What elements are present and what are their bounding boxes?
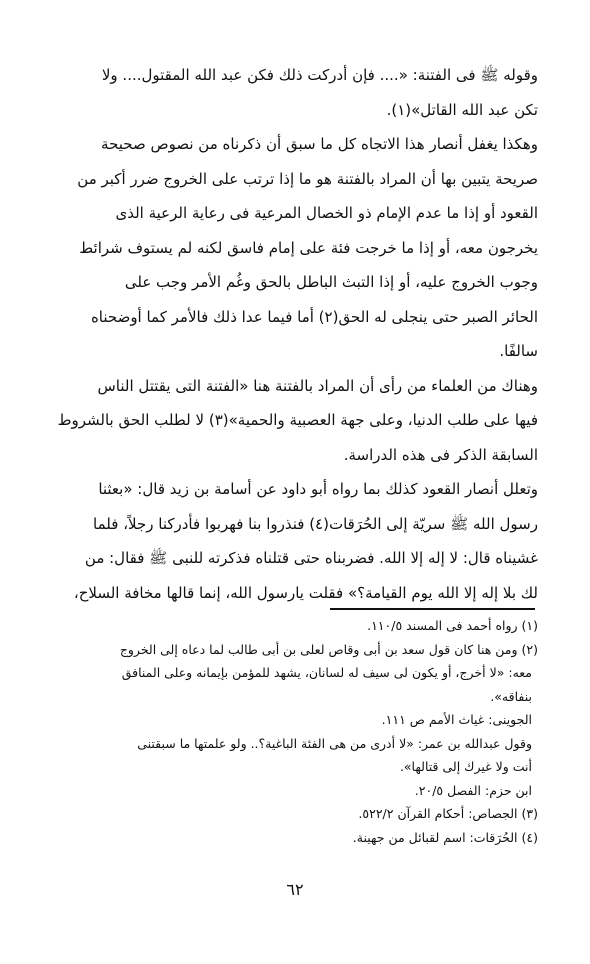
footnote-line: معه: «لا أخرج، أو يكون لى سيف له لسانان، يشهد للمؤمن بإيمانه وعلى المنافق bbox=[121, 665, 532, 680]
footnote-line: (١) رواه أحمد فى المسند ١١٠/٥. bbox=[367, 618, 538, 633]
footnote-line: وقول عبدالله بن عمر: «لا أدرى من هى الفئة الباغية؟.. ولو علمتها ما سبقتنى bbox=[137, 735, 532, 751]
footnote-line: (٤) الحُرَقات: اسم لقبائل من جهينة. bbox=[352, 829, 538, 845]
footnote-line: (٣) الجصاص: أحكام القرآن ٥٢٢/٢. bbox=[358, 806, 538, 821]
text-line: تكن عبد الله القاتل»(١). bbox=[386, 100, 538, 119]
text-line: يخرجون معه، أو إذا ما خرجت فئة على إمام فاسق لكنه لم يستوف شرائط bbox=[79, 238, 538, 257]
text-line: لك بلا إله إلا الله يوم القيامة؟» فقلت يارسول الله، إنما قالها مخافة السلاح، bbox=[73, 583, 538, 602]
text-line: وتعلل أنصار القعود كذلك بما رواه أبو داود عن أسامة بن زيد قال: «بعثنا bbox=[98, 480, 538, 498]
main-text bbox=[52, 58, 538, 610]
text-line: السابقة الذكر فى هذه الدراسة. bbox=[343, 445, 538, 464]
text-line: وجوب الخروج عليه، أو إذا التبث الباطل بالحق وغُم الأمر وجب على bbox=[124, 273, 538, 291]
footnote-line: ابن حزم: الفصل ٢٠/٥. bbox=[414, 782, 532, 798]
text-line: القعود أو إذا ما عدم الإمام ذو الخصال المرعية فى رعاية الرعية الذى bbox=[115, 204, 538, 222]
text-line: وهكذا يغفل أنصار هذا الاتجاه كل ما سبق أن ذكرناه من نصوص صحيحة bbox=[101, 135, 538, 153]
footnote-line: (٢) ومن هنا كان قول سعد بن أبى وقاص لعلى بن أبى طالب لما دعاه إلى الخروج bbox=[119, 641, 538, 657]
text-line: الحائر الصبر حتى ينجلى له الحق(٢) أما فيما عدا ذلك فالأمر كما أوضحناه bbox=[90, 307, 538, 326]
footnote-line: بنفاقه». bbox=[490, 688, 532, 704]
text-line: صريحة يتبين بها أن المراد بالفتنة هو ما إذا ترتب على الخروج ضرر أكبر من bbox=[77, 169, 538, 188]
footnote-line: أنت ولا غيرك إلى قتالها». bbox=[399, 759, 532, 774]
footnote-line: الجوينى: غياث الأمم ص ١١١. bbox=[381, 712, 532, 727]
footnote-divider bbox=[330, 608, 535, 610]
footnotes bbox=[52, 614, 538, 849]
text-line: سالفًا. bbox=[499, 342, 538, 360]
page-number: ٦٢ bbox=[286, 880, 304, 899]
text-line: وقوله ﷺ فى الفتنة: «.... فإن أدركت ذلك فكن عبد الله المقتول.... ولا bbox=[101, 66, 538, 84]
text-line: رسول الله ﷺ سريّة إلى الحُرَقات(٤) فنذروا بنا فهربوا فأدركنا رجلاً، فلما bbox=[93, 514, 538, 533]
text-line: غشيناه قال: لا إله إلا الله. فضربناه حتى قتلناه فذكرته للنبى ﷺ فقال: من bbox=[84, 549, 538, 567]
text-line: وهناك من العلماء من رأى أن المراد بالفتنة هنا «الفتنة التى يقتتل الناس bbox=[97, 376, 538, 395]
text-line: فيها على طلب الدنيا، وعلى جهة العصبية والحمية»(٣) لا لطلب الحق بالشروط bbox=[57, 411, 538, 429]
